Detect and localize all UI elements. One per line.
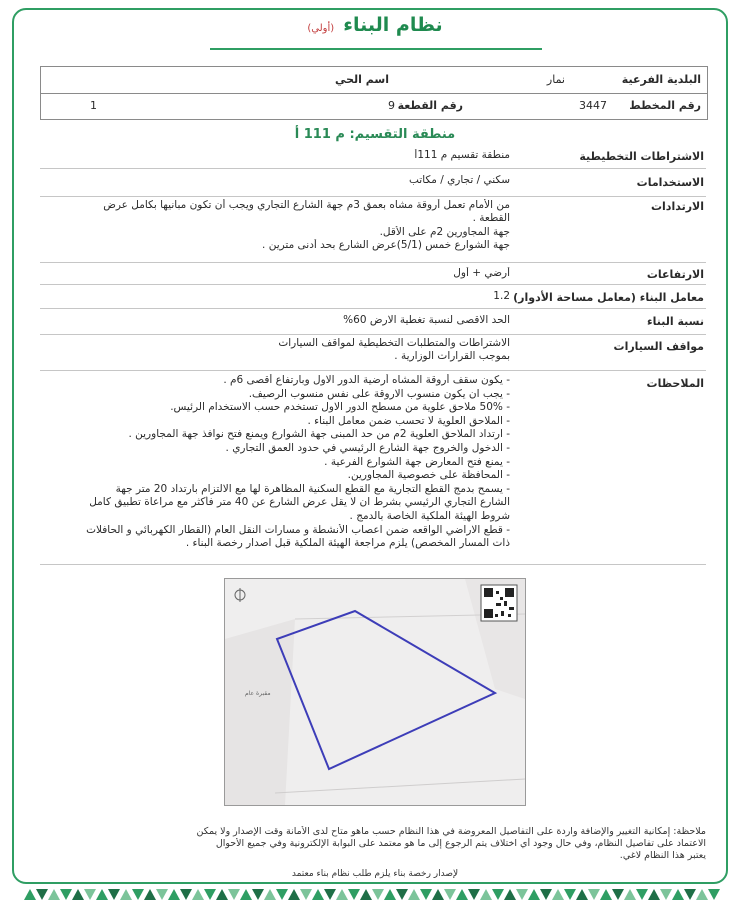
municipality-value: نمار <box>546 73 565 86</box>
row-value <box>42 337 510 364</box>
note-line: - يسمح بدمج القطع التجارية مع القطع السكنية المظاهرة لها مع الالتزام بارتداد 20 متر جهة <box>115 482 510 495</box>
row-label: الارتفاعات <box>646 268 704 281</box>
pattern-triangle <box>432 889 444 900</box>
note-line: - المحافظة على خصوصية المجاورين. <box>347 469 510 482</box>
row-building-coverage <box>40 308 706 335</box>
row-line: أرضي + أول <box>453 267 510 279</box>
pattern-triangle <box>300 889 312 900</box>
pattern-triangle <box>252 889 264 900</box>
pattern-triangle <box>108 889 120 900</box>
map-drawing <box>225 579 525 805</box>
extra-value: 1 <box>90 99 97 112</box>
pattern-triangle <box>504 889 516 900</box>
pattern-triangle <box>624 889 636 900</box>
note-line: - الدخول والخروج جهة الشارع الرئيسي في حدود العمق التجاري . <box>225 441 510 454</box>
note-line: الشارع التجاري الرئيسي بشرط ان لا يقل عرض الشارع عن 40 متر فأكثر مع مراعاة تطبيق كامل <box>89 496 510 509</box>
row-planning-conditions <box>40 146 706 169</box>
pattern-triangle <box>60 889 72 900</box>
pattern-triangle <box>636 889 648 900</box>
pattern-triangle <box>132 889 144 900</box>
pattern-triangle <box>552 889 564 900</box>
pattern-triangle <box>528 889 540 900</box>
footer-line: يعتبر هذا النظام لاغي. <box>619 850 706 861</box>
parcel-label: رقم القطعة <box>397 99 463 112</box>
row-line: الاشتراطات والمتطلبات التخطيطية لمواقف السيارات <box>278 337 510 349</box>
pattern-triangle <box>480 889 492 900</box>
pattern-triangle <box>444 889 456 900</box>
map-parcel-label: مقبرة عام <box>245 690 271 697</box>
pattern-triangle <box>144 889 156 900</box>
pattern-triangle <box>72 889 84 900</box>
note-line: - يكون سقف أروقة المشاه أرضية الدور الاول وبارتفاع أقصى 6م . <box>223 374 510 386</box>
note-line: - 50% ملاحق علوية من مسطح الدور الاول تستخدم حسب الاستخدام الرئيس. <box>170 401 510 414</box>
row-value <box>42 314 510 327</box>
pattern-triangle <box>24 889 36 900</box>
row-label: مواقف السيارات <box>613 340 704 353</box>
row-line: القطعة . <box>472 212 510 225</box>
pattern-triangle <box>492 889 504 900</box>
pattern-triangle <box>84 889 96 900</box>
pattern-triangle <box>264 889 276 900</box>
row-label: الاستخدامات <box>636 176 704 189</box>
pattern-triangle <box>396 889 408 900</box>
pattern-triangle <box>156 889 168 900</box>
row-line: من الأمام تعمل أروقة مشاه بعمق 3م جهة الشارع التجاري ويجب أن تكون مبانيها بكامل عرض <box>103 199 510 211</box>
row-line: جهة المجاورين 2م على الأقل. <box>379 225 510 238</box>
pattern-triangle <box>660 889 672 900</box>
row-line: بموجب القرارات الوزارية . <box>394 350 510 363</box>
row-line: جهة الشوارع خمس (5/1)عرض الشارع بحد أدنى مترين . <box>262 238 510 251</box>
row-label: الارتدادات <box>650 200 704 213</box>
title-status-note: (أولي) <box>307 23 335 34</box>
pattern-triangle <box>204 889 216 900</box>
permit-footnote: لإصدار رخصة بناء يلزم طلب نظام بناء معتمد <box>291 869 459 879</box>
row-notes <box>40 370 706 565</box>
row-value <box>42 290 510 303</box>
parcel-info-table <box>40 66 708 120</box>
pattern-triangle <box>672 889 684 900</box>
pattern-triangle <box>708 889 720 900</box>
pattern-triangle <box>588 889 600 900</box>
pattern-triangle <box>564 889 576 900</box>
pattern-triangle <box>456 889 468 900</box>
pattern-triangle <box>576 889 588 900</box>
pattern-triangle <box>192 889 204 900</box>
row-heights <box>40 262 706 285</box>
pattern-triangle <box>684 889 696 900</box>
row-label: نسبة البناء <box>647 315 704 328</box>
pattern-triangle <box>228 889 240 900</box>
pattern-triangle <box>240 889 252 900</box>
row-setbacks <box>40 196 706 263</box>
note-line: - ارتداد الملاحق العلوية 2م من حد المبنى جهة الشوارع ويمنع فتح نوافذ جهة المجاورين . <box>128 428 510 441</box>
pattern-triangle <box>216 889 228 900</box>
row-label: معامل البناء (معامل مساحة الأدوار) <box>513 291 704 304</box>
pattern-triangle <box>312 889 324 900</box>
footer-line: الاعتماد على تفاصيل النظام، وفي حال وجود أي اختلاف يتم الرجوع إلى ما هو معتمد على البوابة الإلكترونية وفي جميع الأحوال <box>215 838 706 849</box>
info-row-plan <box>41 93 707 119</box>
info-row-municipality <box>41 67 707 94</box>
row-value <box>42 267 510 280</box>
pattern-triangle <box>468 889 480 900</box>
pattern-triangle <box>288 889 300 900</box>
pattern-triangle <box>360 889 372 900</box>
row-value <box>42 374 510 551</box>
pattern-triangle <box>516 889 528 900</box>
row-uses <box>40 168 706 197</box>
row-line: منطقة تقسيم م 111أ <box>414 149 510 161</box>
pattern-triangle <box>324 889 336 900</box>
district-label: اسم الحي <box>334 73 389 86</box>
pattern-triangle <box>120 889 132 900</box>
pattern-triangle <box>408 889 420 900</box>
row-line: الحد الاقصى لنسبة تغطية الارض 60% <box>343 314 510 326</box>
pattern-triangle <box>612 889 624 900</box>
pattern-triangle <box>384 889 396 900</box>
pattern-triangle <box>348 889 360 900</box>
row-label: الملاحظات <box>646 377 704 390</box>
note-line: شروط الهيئة الملكية الخاصة بالدمج . <box>349 509 510 522</box>
pattern-triangle <box>276 889 288 900</box>
pattern-triangle <box>648 889 660 900</box>
parcel-map <box>224 578 526 806</box>
row-label: الاشتراطات التخطيطية <box>579 150 704 163</box>
pattern-triangle <box>600 889 612 900</box>
note-line: - يجب ان يكون منسوب الاروقة على نفس منسوب الرصيف. <box>248 387 510 400</box>
row-line: سكني / تجاري / مكاتب <box>409 174 510 186</box>
note-line: ذات المسار المخصص) يلزم مراجعة الهيئة الملكية قبل اصدار رخصة البناء . <box>185 537 510 550</box>
street-area <box>225 619 295 805</box>
pattern-triangle <box>96 889 108 900</box>
pattern-triangle <box>372 889 384 900</box>
pattern-triangle <box>540 889 552 900</box>
row-value <box>42 174 510 187</box>
parcel-value: 9 <box>388 99 395 112</box>
pattern-triangle <box>36 889 48 900</box>
footer-line: ملاحظة: إمكانية التغيير والإضافة واردة على التفاصيل المعروضة في هذا النظام حسب ماهو متاح لدى الأمانة وقت الإصدار ولا يمكن <box>196 826 706 837</box>
pattern-triangle <box>696 889 708 900</box>
row-value <box>42 199 510 252</box>
row-floor-area-ratio <box>40 284 706 309</box>
plan-label: رقم المخطط <box>629 99 701 112</box>
pattern-triangle <box>336 889 348 900</box>
pattern-triangle <box>180 889 192 900</box>
plan-value: 3447 <box>579 99 607 112</box>
note-line: - قطع الاراضي الواقعه ضمن اعصاب الأنشطة و مسارات النقل العام (القطار الكهربائي و الحافلات <box>86 523 510 536</box>
zone-title: منطقة التقسيم: م 111 أ <box>294 127 456 142</box>
row-line: 1.2 <box>493 290 510 302</box>
municipality-label: البلدية الفرعية <box>621 73 701 86</box>
pattern-triangle <box>168 889 180 900</box>
document-title <box>0 14 750 36</box>
decorative-border-pattern <box>24 887 720 901</box>
pattern-triangle <box>48 889 60 900</box>
pattern-triangle <box>420 889 432 900</box>
note-line: - يمنع فتح المعارض جهة الشوارع الفرعية . <box>324 455 510 468</box>
note-line: - الملاحق العلوية لا تحسب ضمن معامل البناء . <box>307 414 510 427</box>
title-text: نظام البناء <box>343 14 443 36</box>
row-parking <box>40 334 706 371</box>
row-value <box>42 149 510 162</box>
title-underline <box>210 48 542 50</box>
disclaimer-note <box>30 826 706 862</box>
